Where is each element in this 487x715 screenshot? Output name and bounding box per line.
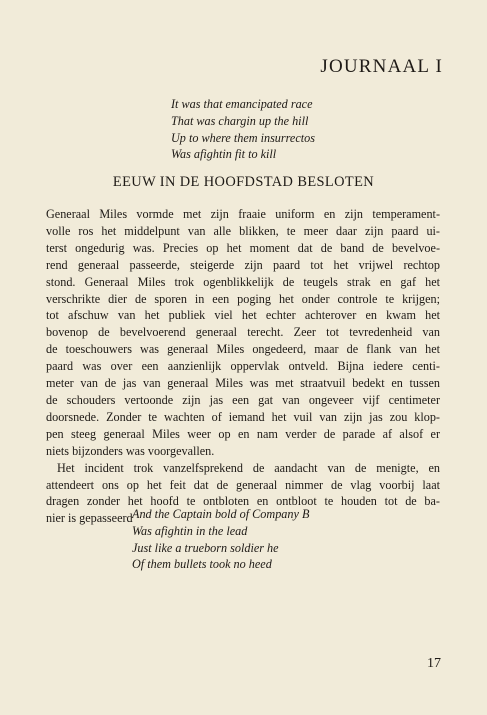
text-line: verschrikte dier de sporen in een poging het onder controle te krijgen; [46,291,440,306]
page-number: 17 [427,656,441,671]
text-line: terst ongedurig was. Precies op het moment dat de band de bevelvoe- [46,240,440,255]
verse-line: Of them bullets took no heed [132,557,272,572]
closing-verse [132,506,309,573]
text-line: dragen zonder het hoofd te ontbloten en ontbloot te houden tot de ba- [46,494,440,509]
verse-line: It was that emancipated race [171,97,313,111]
verse-line: Just like a trueborn soldier he [132,540,279,555]
text-line: de schouders vertoonde zijn jas een gat van ongeveer vijf centimeter [46,392,440,407]
text-line: volle ros het middelpunt van alle blikken, te meer daar zijn paard ui- [46,223,440,238]
text-line: rend generaal passeerde, steigerde zijn paard tot het vrijwel rechtop [46,257,440,272]
text-line: de toeschouwers was generaal Miles ongedeerd, maar de flank van het [46,342,440,357]
verse-line: That was chargin up the hill [171,113,309,128]
text-line: Generaal Miles vormde met zijn fraaie uniform en zijn temperament- [46,207,440,221]
text-line: niets bijzonders was voorgevallen. [46,443,215,458]
text-line: paard was over een aanzienlijk oppervlak ontveld. Bijna iedere centi- [46,359,440,374]
verse-line: Was afightin fit to kill [171,147,277,162]
text-line: attendeert ons op het feit dat de generaal nimmer de vlag voorbij laat [46,477,440,492]
verse-line: Was afightin in the lead [132,523,248,538]
text-line: doorsnede. Zonder te wachten of iemand het vuil van zijn jas zou klop- [46,409,440,424]
body-paragraphs [46,206,440,527]
text-line: bovenop de bevelvoerend generaal terecht. Zeer tot tevredenheid van [46,325,440,340]
text-line: meter van de jas van generaal Miles was met straatvuil bedekt en tussen [46,376,440,391]
text-line: tot afschuw van het publiek viel het echter achterover en kwam het [46,308,440,323]
chapter-title: JOURNAAL I [320,56,443,77]
text-line: stond. Generaal Miles trok ogenblikkelijk de teugels strak en gaf het [46,274,440,289]
verse-line: And the Captain bold of Company B [132,507,310,521]
section-heading: EEUW IN DE HOOFDSTAD BESLOTEN [112,174,375,190]
epigraph-verse [171,96,315,163]
text-line: nier is gepasseerd [46,511,133,526]
verse-line: Up to where them insurrectos [171,130,315,145]
text-line: pen steeg generaal Miles weer op en nam verder de parade af alsof er [46,426,440,441]
text-line: Het incident trok vanzelfsprekend de aandacht van de menigte, en [57,460,440,475]
